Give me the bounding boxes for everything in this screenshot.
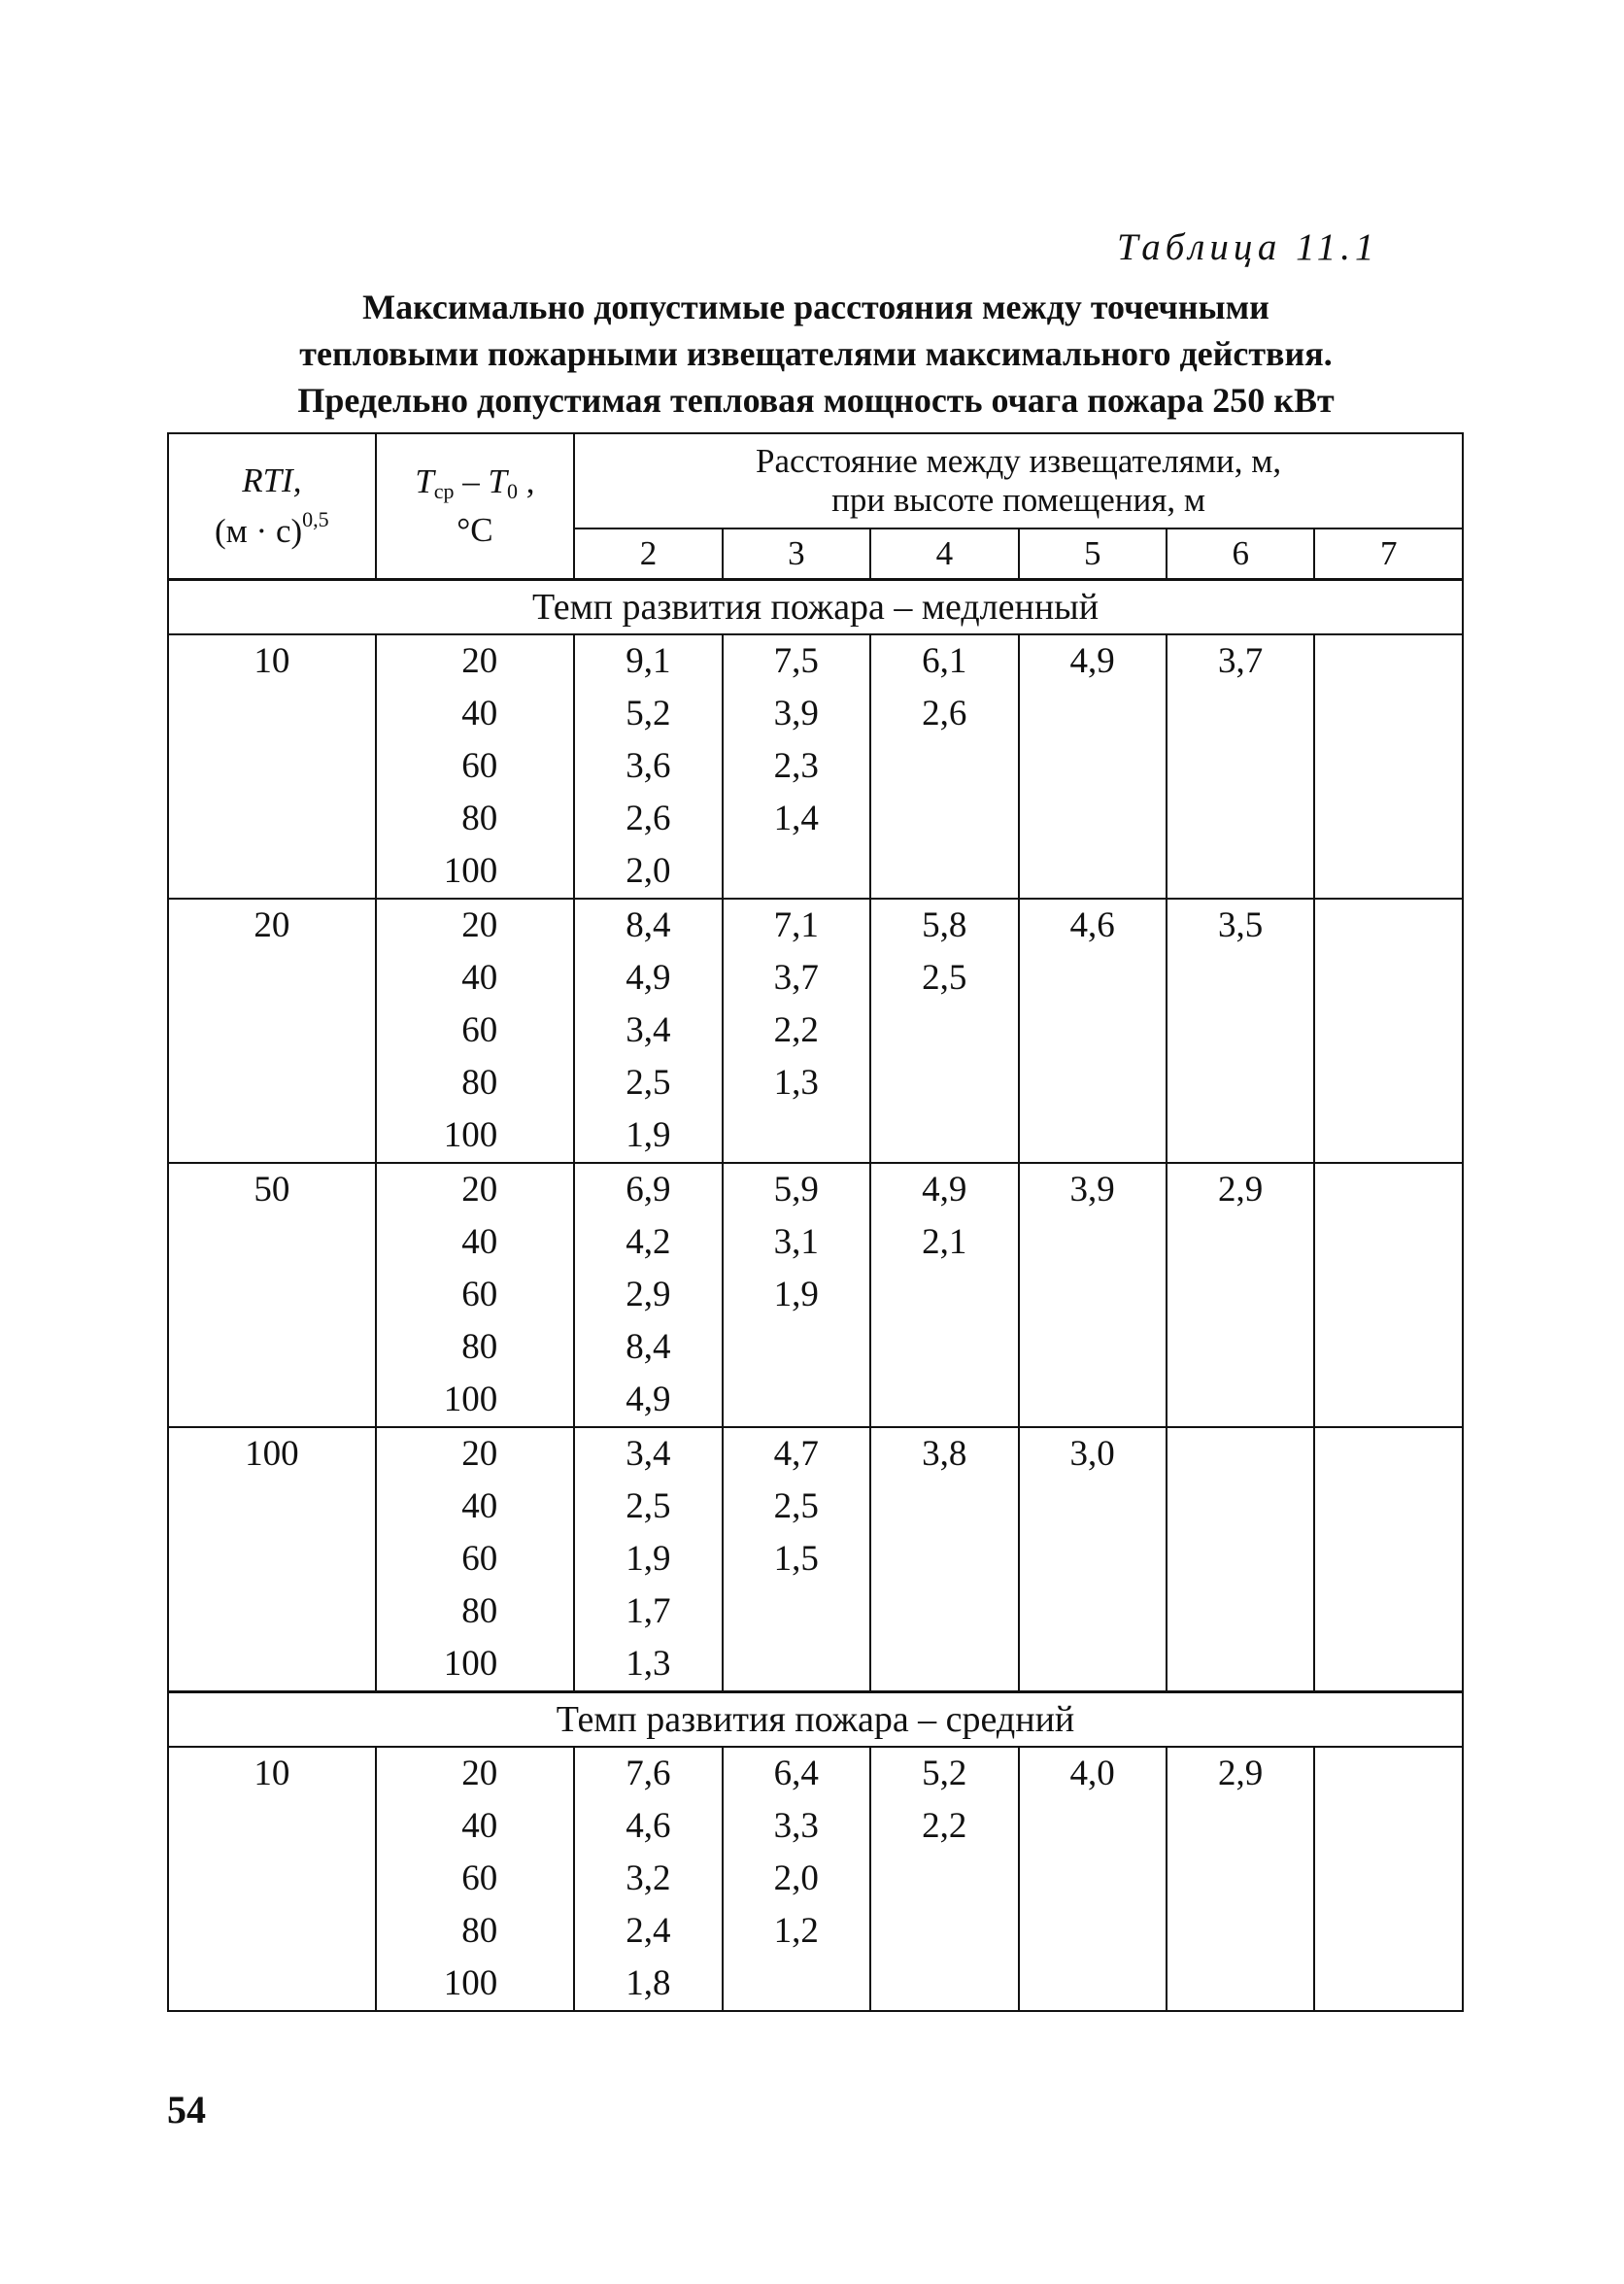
distance-value: 4,9 bbox=[626, 1380, 671, 1419]
distance-value: 6,9 bbox=[626, 1170, 671, 1210]
page-number: 54 bbox=[167, 2088, 206, 2131]
distance-value: 1,2 bbox=[773, 1911, 819, 1951]
header-distance-line-2: при высоте помещения, м bbox=[831, 481, 1206, 519]
distance-value: 3,9 bbox=[773, 694, 819, 733]
rti-value: 20 bbox=[254, 905, 290, 945]
temperature-value: 60 bbox=[461, 746, 498, 786]
distance-value: 2,5 bbox=[922, 958, 967, 998]
header-temperature-expr: $T_{ср} - T_0$ , bbox=[415, 462, 535, 503]
section-title: Темп развития пожара – медленный bbox=[168, 580, 1463, 635]
distance-cell bbox=[1314, 1163, 1463, 1427]
distance-value: 1,3 bbox=[626, 1644, 671, 1684]
height-cell: 5 bbox=[1019, 528, 1167, 580]
temperature-cell bbox=[376, 1747, 575, 2011]
group-row bbox=[168, 634, 1463, 899]
distance-cell bbox=[1019, 1747, 1167, 2011]
temperature-value: 20 bbox=[461, 1170, 498, 1210]
distance-cell bbox=[870, 1427, 1018, 1692]
header-temperature-unit: °C bbox=[457, 511, 493, 549]
distance-value: 2,6 bbox=[922, 694, 967, 733]
distance-cell bbox=[870, 1163, 1018, 1427]
distance-value: 7,5 bbox=[773, 641, 819, 681]
distance-cell bbox=[1314, 1427, 1463, 1692]
temperature-value: 40 bbox=[461, 1486, 498, 1526]
distance-value: 3,3 bbox=[773, 1806, 819, 1846]
distance-value: 3,8 bbox=[922, 1434, 967, 1474]
distance-value: 2,9 bbox=[1217, 1754, 1264, 1793]
temperature-value: 60 bbox=[461, 1275, 498, 1314]
temperature-value: 40 bbox=[461, 1222, 498, 1262]
temperature-value: 20 bbox=[461, 905, 498, 945]
temperature-value: 80 bbox=[461, 1327, 498, 1367]
temperature-value: 20 bbox=[461, 1434, 498, 1474]
distance-value: 2,0 bbox=[626, 851, 671, 891]
rti-cell bbox=[168, 1747, 376, 2011]
section-title: Темп развития пожара – средний bbox=[168, 1692, 1463, 1748]
distance-value: 8,4 bbox=[626, 1327, 671, 1367]
rti-cell bbox=[168, 899, 376, 1163]
caption-line-3: Предельно допустимая тепловая мощность очага пожара 250 кВт bbox=[297, 381, 1335, 420]
distance-value: 8,4 bbox=[626, 905, 671, 945]
height-cell: 7 bbox=[1314, 528, 1463, 580]
distance-value: 3,7 bbox=[773, 958, 819, 998]
distance-value: 1,8 bbox=[626, 1963, 671, 2003]
distance-value: 1,9 bbox=[626, 1539, 671, 1579]
header-temperature bbox=[376, 433, 575, 580]
distance-value: 5,2 bbox=[922, 1754, 967, 1793]
rti-value: 10 bbox=[254, 641, 290, 681]
distance-cell bbox=[574, 1163, 722, 1427]
distance-cell bbox=[1167, 1427, 1314, 1692]
distance-value: 1,5 bbox=[773, 1539, 819, 1579]
group-row bbox=[168, 1747, 1463, 2011]
distance-cell bbox=[1167, 1163, 1314, 1427]
distance-cell bbox=[574, 1427, 722, 1692]
distance-value: 2,9 bbox=[1217, 1170, 1264, 1210]
distance-value: 2,2 bbox=[773, 1010, 819, 1050]
distance-value: 4,7 bbox=[773, 1434, 819, 1474]
distance-cell bbox=[1167, 1747, 1314, 2011]
distance-value: 2,6 bbox=[626, 799, 671, 838]
height-cell: 6 bbox=[1167, 528, 1314, 580]
temperature-cell bbox=[376, 1427, 575, 1692]
temperature-value: 20 bbox=[461, 641, 498, 681]
distance-value: 6,4 bbox=[773, 1754, 819, 1793]
distance-value: 7,1 bbox=[773, 905, 819, 945]
distance-cell bbox=[723, 899, 870, 1163]
distance-value: 4,9 bbox=[922, 1170, 967, 1210]
temperature-value: 40 bbox=[461, 1806, 498, 1846]
rti-cell bbox=[168, 1427, 376, 1692]
distance-value: 4,9 bbox=[1069, 641, 1115, 681]
table-label: Таблица 11.1 bbox=[1117, 226, 1379, 268]
height-cell: 4 bbox=[870, 528, 1018, 580]
group-row bbox=[168, 899, 1463, 1163]
header-rti-name: RTI, bbox=[242, 461, 302, 499]
header-distance bbox=[574, 433, 1463, 528]
temperature-value: 40 bbox=[461, 694, 498, 733]
distance-value: 4,2 bbox=[626, 1222, 671, 1262]
temperature-value: 60 bbox=[461, 1539, 498, 1579]
temperature-value: 60 bbox=[461, 1858, 498, 1898]
distance-value: 1,3 bbox=[773, 1063, 819, 1103]
caption-line-1: Максимально допустимые расстояния между точечными bbox=[362, 288, 1269, 326]
distance-cell bbox=[1314, 634, 1463, 899]
distance-value: 3,4 bbox=[626, 1010, 671, 1050]
distance-value: 2,3 bbox=[773, 746, 819, 786]
caption-line-2: тепловыми пожарными извещателями максимального действия. bbox=[299, 334, 1333, 373]
temperature-value: 80 bbox=[461, 1911, 498, 1951]
distance-value: 2,2 bbox=[922, 1806, 967, 1846]
distance-cell bbox=[723, 1427, 870, 1692]
distance-value: 4,0 bbox=[1069, 1754, 1115, 1793]
distance-value: 2,9 bbox=[626, 1275, 671, 1314]
distance-value: 3,7 bbox=[1217, 641, 1264, 681]
distance-value: 3,1 bbox=[773, 1222, 819, 1262]
distance-value: 5,2 bbox=[626, 694, 671, 733]
distance-value: 2,5 bbox=[626, 1063, 671, 1103]
distance-value: 7,6 bbox=[626, 1754, 671, 1793]
distance-value: 3,4 bbox=[626, 1434, 671, 1474]
distance-value: 2,5 bbox=[773, 1486, 819, 1526]
distance-value: 5,9 bbox=[773, 1170, 819, 1210]
temperature-value: 100 bbox=[443, 1963, 498, 2003]
distance-value: 5,8 bbox=[922, 905, 967, 945]
temperature-cell bbox=[376, 899, 575, 1163]
group-row bbox=[168, 1427, 1463, 1692]
distance-cell bbox=[1314, 899, 1463, 1163]
spacing-table bbox=[167, 432, 1464, 2012]
distance-value: 3,0 bbox=[1069, 1434, 1115, 1474]
height-cell: 2 bbox=[574, 528, 722, 580]
distance-value: 1,7 bbox=[626, 1591, 671, 1631]
distance-cell bbox=[1167, 899, 1314, 1163]
distance-cell bbox=[1019, 1427, 1167, 1692]
rti-cell bbox=[168, 1163, 376, 1427]
temperature-value: 100 bbox=[443, 851, 498, 891]
header-distance-line-1: Расстояние между извещателями, м, bbox=[756, 442, 1282, 480]
temperature-cell bbox=[376, 634, 575, 899]
rti-cell bbox=[168, 634, 376, 899]
distance-value: 1,9 bbox=[626, 1115, 671, 1155]
distance-cell bbox=[1019, 1163, 1167, 1427]
distance-cell bbox=[574, 634, 722, 899]
distance-value: 4,6 bbox=[626, 1806, 671, 1846]
temperature-value: 20 bbox=[461, 1754, 498, 1793]
distance-value: 2,4 bbox=[626, 1911, 671, 1951]
temperature-value: 80 bbox=[461, 1591, 498, 1631]
distance-cell bbox=[723, 1747, 870, 2011]
distance-value: 2,0 bbox=[773, 1858, 819, 1898]
table-caption bbox=[146, 284, 1486, 424]
distance-cell bbox=[574, 1747, 722, 2011]
distance-cell bbox=[1019, 899, 1167, 1163]
rti-value: 50 bbox=[254, 1170, 290, 1210]
temperature-value: 100 bbox=[443, 1115, 498, 1155]
distance-value: 4,6 bbox=[1069, 905, 1115, 945]
distance-value: 1,4 bbox=[773, 799, 819, 838]
distance-value: 3,6 bbox=[626, 746, 671, 786]
section-row bbox=[168, 1692, 1463, 1748]
distance-cell bbox=[870, 1747, 1018, 2011]
distance-cell bbox=[1167, 634, 1314, 899]
header-rti bbox=[168, 433, 376, 580]
distance-cell bbox=[870, 899, 1018, 1163]
temperature-value: 40 bbox=[461, 958, 498, 998]
header-row bbox=[168, 433, 1463, 528]
distance-cell bbox=[723, 1163, 870, 1427]
distance-value: 6,1 bbox=[922, 641, 967, 681]
distance-cell bbox=[1019, 634, 1167, 899]
section-row bbox=[168, 580, 1463, 635]
temperature-value: 100 bbox=[443, 1644, 498, 1684]
temperature-value: 60 bbox=[461, 1010, 498, 1050]
temperature-value: 100 bbox=[443, 1380, 498, 1419]
temperature-value: 80 bbox=[461, 1063, 498, 1103]
distance-cell bbox=[1314, 1747, 1463, 2011]
distance-value: 1,9 bbox=[773, 1275, 819, 1314]
distance-value: 3,5 bbox=[1217, 905, 1264, 945]
distance-value: 4,9 bbox=[626, 958, 671, 998]
distance-value: 2,5 bbox=[626, 1486, 671, 1526]
distance-value: 9,1 bbox=[626, 641, 671, 681]
distance-cell bbox=[870, 634, 1018, 899]
distance-value: 3,2 bbox=[626, 1858, 671, 1898]
rti-value: 100 bbox=[245, 1434, 299, 1474]
temperature-cell bbox=[376, 1163, 575, 1427]
height-cell: 3 bbox=[723, 528, 870, 580]
distance-cell bbox=[574, 899, 722, 1163]
distance-value: 2,1 bbox=[922, 1222, 967, 1262]
distance-cell bbox=[723, 634, 870, 899]
rti-value: 10 bbox=[254, 1754, 290, 1793]
temperature-value: 80 bbox=[461, 799, 498, 838]
distance-value: 3,9 bbox=[1069, 1170, 1115, 1210]
header-rti-unit: $(м \cdot с)^{0,5}$ bbox=[214, 507, 329, 550]
group-row bbox=[168, 1163, 1463, 1427]
